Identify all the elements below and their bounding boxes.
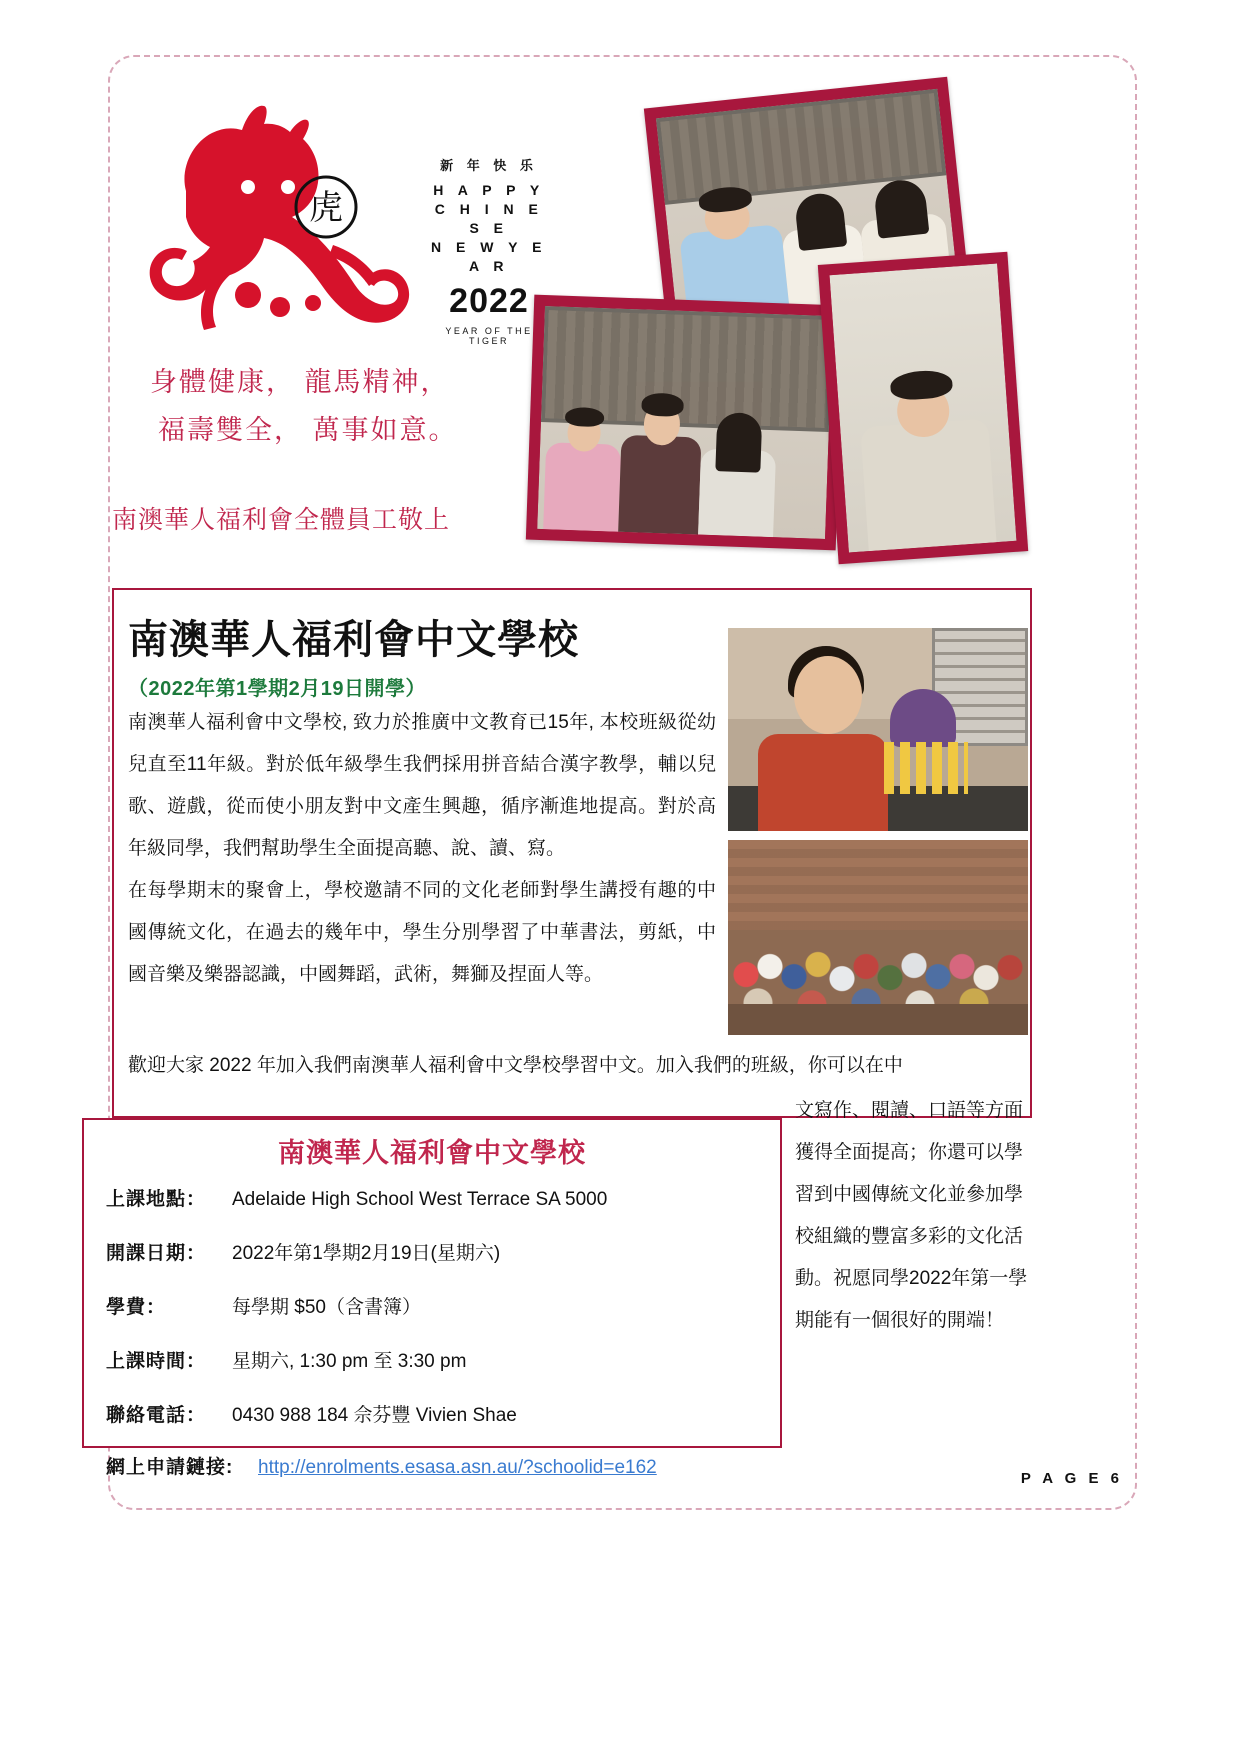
school-paragraph-2: 在每學期末的聚會上，學校邀請不同的文化老師對學生講授有趣的中國傳統文化，在過去的幾年中，學生分別學習了中華書法，剪紙，中國音樂及樂器認識，中國舞蹈，武術，舞獅及捏面人等。 <box>128 880 716 985</box>
classroom-craft-photo <box>728 628 1028 831</box>
info-row-fee <box>106 1292 766 1319</box>
info-label-enrolment-link: 網上申請鏈接: <box>106 1457 234 1478</box>
hcny-line-newyear: N E W Y E A R <box>431 239 547 274</box>
enrolment-info-title: 南澳華人福利會中文學校 <box>278 1138 586 1168</box>
greeting-signoff: 南澳華人福利會全體員工敬上 <box>112 506 451 534</box>
info-value-class-time: 星期六, 1:30 pm 至 3:30 pm <box>232 1351 467 1372</box>
hcny-year: 2022 <box>449 282 529 320</box>
info-label-class-time: 上課時間： <box>106 1351 207 1372</box>
info-row-class-time <box>106 1346 766 1373</box>
school-group-photo <box>728 840 1028 1035</box>
school-paragraph-3-right: 文寫作、閱讀、口語等方面獲得全面提高；你還可以學習到中國傳統文化並參加學校組織的豐富多彩的文化活動。祝愿同學2022年第一學期能有一個很好的開端！ <box>795 1100 1028 1331</box>
school-paragraph-1: 南澳華人福利會中文學校, 致力於推廣中文教育已15年, 本校班級從幼兒直至11年級。對於低年級學生我們採用拼音結合漢字教學，輔以兒歌、遊戲，從而使小朋友對中文產生興趣，循序漸進地提高。對於高年級同學，我們幫助學生全面提高聽、說、讀、寫。 <box>128 712 716 859</box>
info-label-location: 上課地點： <box>106 1189 207 1210</box>
info-row-location <box>106 1184 766 1211</box>
info-row-contact-phone <box>106 1400 766 1427</box>
staff-group-photo-2 <box>526 295 844 551</box>
school-paragraph-3-wide: 歡迎大家 2022 年加入我們南澳華人福利會中文學校學習中文。加入我們的班級，你可以在中 <box>128 1055 903 1076</box>
info-row-enrolment-link <box>106 1452 766 1479</box>
info-value-start-date: 2022年第1學期2月19日(星期六) <box>232 1243 501 1264</box>
hcny-line-chinese: C H I N E S E <box>434 201 544 236</box>
staff-portrait-photo-3 <box>818 252 1028 565</box>
hcny-chinese-text: 新 年 快 乐 <box>440 158 538 173</box>
school-article-title: 南澳華人福利會中文學校 <box>128 618 579 662</box>
info-label-fee: 學費： <box>106 1297 167 1318</box>
greeting-line-1: 身體健康， 龍馬精神， <box>150 367 450 397</box>
info-value-location: Adelaide High School West Terrace SA 5000 <box>232 1189 608 1210</box>
info-label-contact-phone: 聯絡電話： <box>106 1405 207 1426</box>
school-term-note: （2022年第1學期2月19日開學） <box>128 678 426 700</box>
tiger-seal-character: 虎 <box>309 188 343 228</box>
page-number: P A G E 6 <box>1020 1470 1123 1487</box>
greeting-couplet <box>150 358 580 454</box>
greeting-line-2: 福壽雙全， 萬事如意。 <box>158 415 458 445</box>
info-value-fee: 每學期 $50（含書簿） <box>232 1297 421 1318</box>
hcny-year-of-the-tiger: YEAR OF THE TIGER <box>445 326 533 346</box>
info-label-start-date: 開課日期： <box>106 1243 207 1264</box>
tiger-papercut-icon <box>128 95 418 335</box>
hcny-line-happy: H A P P Y <box>433 182 545 198</box>
school-article-body-column <box>128 702 716 996</box>
info-value-contact-phone: 0430 988 184 佘芬豐 Vivien Shae <box>232 1405 517 1426</box>
enrolment-link[interactable]: http://enrolments.esasa.asn.au/?schoolid=e162 <box>258 1457 657 1478</box>
info-row-start-date <box>106 1238 766 1265</box>
